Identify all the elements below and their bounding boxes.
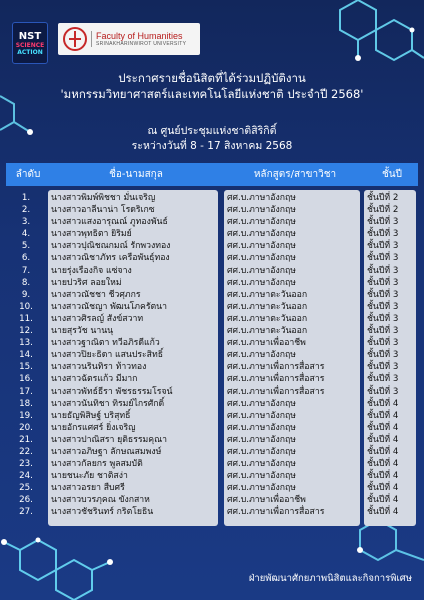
student-name: นางสาวแสงอารุณณ์ ภูทองพันธ์ [51, 217, 168, 228]
table-row [0, 446, 424, 458]
table-row [0, 482, 424, 494]
student-name: นางสาวนันทิชา ทิรมย์ไกรศักดิ์ [51, 398, 165, 409]
student-program: ศศ.บ.ภาษาอังกฤษ [227, 410, 296, 421]
student-program: ศศ.บ.ภาษาอังกฤษ [227, 459, 296, 470]
university-seal-icon [63, 27, 87, 51]
row-number: 3. [21, 217, 31, 228]
row-number: 27. [19, 507, 33, 518]
student-name: นางสาวฉัตรแก้ว มีมาก [51, 374, 138, 385]
student-name: นายปวริศ ลอยใหม่ [51, 277, 122, 288]
table-row [0, 228, 424, 240]
row-number: 1. [21, 193, 31, 203]
table-row [0, 289, 424, 301]
row-number: 8. [21, 277, 31, 288]
faculty-university: SRINAKHARINWIROT UNIVERSITY [96, 41, 187, 47]
table-row [0, 470, 424, 482]
table-row [0, 398, 424, 410]
student-year: ชั้นปีที่ 3 [367, 362, 399, 373]
student-program: ศศ.บ.ภาษาอังกฤษ [227, 265, 296, 276]
announcement-title: ประกาศรายชื่อนิสิตที่ได้ร่วมปฏิบัติงาน [118, 71, 306, 85]
student-year: ชั้นปีที่ 4 [367, 495, 399, 506]
student-year: ชั้นปีที่ 2 [367, 193, 399, 203]
student-name: นางสาวณัชญา พัฒนโภครัตนา [51, 301, 167, 312]
table-row [0, 277, 424, 289]
student-program: ศศ.บ.ภาษาเพื่อการสื่อสาร [227, 362, 325, 373]
student-name: นายธัญพิสิษฐ์ บริสุทธิ์ [51, 410, 131, 421]
table-row [0, 240, 424, 252]
table-row [0, 361, 424, 373]
student-program: ศศ.บ.ภาษาตะวันออก [227, 313, 308, 324]
row-number: 15. [19, 362, 33, 373]
row-number: 7. [21, 265, 31, 276]
student-year: ชั้นปีที่ 3 [367, 386, 399, 397]
student-program: ศศ.บ.ภาษาอังกฤษ [227, 277, 296, 288]
row-number: 2. [21, 205, 31, 216]
student-year: ชั้นปีที่ 4 [367, 459, 399, 470]
student-program: ศศ.บ.ภาษาตะวันออก [227, 326, 308, 337]
header-no: ลำดับ [15, 169, 41, 180]
student-year: ชั้นปีที่ 3 [367, 253, 399, 264]
table-row [0, 373, 424, 385]
student-name: นางสาวพุทธิตา ยิริมย์ [51, 229, 132, 240]
table-header [6, 163, 418, 186]
student-program: ศศ.บ.ภาษาอังกฤษ [227, 205, 296, 216]
event-venue: ณ ศูนย์ประชุมแห่งชาติสิริกิติ์ [147, 125, 277, 137]
table-row [0, 410, 424, 422]
student-name: นางสาวปิยะธิดา แสนประสิทธิ์ [51, 350, 163, 361]
student-program: ศศ.บ.ภาษาเพื่อการสื่อสาร [227, 386, 325, 397]
nst-logo-action: ACTION [17, 48, 43, 56]
student-program: ศศ.บ.ภาษาอังกฤษ [227, 471, 296, 482]
student-program: ศศ.บ.ภาษาอังกฤษ [227, 217, 296, 228]
student-name: นายสุรวัช นานนุ [51, 326, 114, 337]
student-list [0, 192, 424, 519]
student-year: ชั้นปีที่ 4 [367, 422, 399, 433]
row-number: 18. [19, 398, 33, 409]
student-name: นางสาวพัทธ์ธีรา พัชรธรรมโรจน์ [51, 386, 173, 397]
student-program: ศศ.บ.ภาษาตะวันออก [227, 289, 308, 300]
student-year: ชั้นปีที่ 4 [367, 483, 399, 494]
student-year: ชั้นปีที่ 2 [367, 205, 399, 216]
student-program: ศศ.บ.ภาษาอังกฤษ [227, 193, 296, 203]
header-name: ชื่อ-นามสกุล [109, 169, 163, 180]
faculty-name: Faculty of Humanities [96, 31, 183, 41]
row-number: 22. [19, 446, 33, 457]
student-program: ศศ.บ.ภาษาอังกฤษ [227, 422, 296, 433]
student-year: ชั้นปีที่ 4 [367, 398, 399, 409]
student-name: นางสาวอาลีนาน่า โรดริเกซ [51, 205, 155, 216]
student-name: นางสาวนรินทิรา ท้าวทอง [51, 362, 147, 373]
student-name: นางสาวอรยา สืบศรี [51, 483, 125, 494]
student-name: นางสาวศิรลญ์ สังข์สวาท [51, 313, 144, 324]
nst-logo-text: NST [18, 30, 42, 42]
student-name: นายอักรแศศร์ ยิ่งเจริญ [51, 422, 136, 433]
student-program: ศศ.บ.ภาษาเพื่ออาชีพ [227, 495, 306, 506]
student-year: ชั้นปีที่ 3 [367, 289, 399, 300]
student-program: ศศ.บ.ภาษาอังกฤษ [227, 253, 296, 264]
table-row [0, 252, 424, 264]
row-number: 17. [19, 386, 33, 397]
student-program: ศศ.บ.ภาษาอังกฤษ [227, 241, 296, 252]
row-number: 9. [21, 289, 31, 300]
student-year: ชั้นปีที่ 3 [367, 338, 399, 349]
table-row [0, 337, 424, 349]
student-name: นางสาวบวรภุคณ ขังกสาห [51, 495, 150, 506]
student-name: นางสาวปุณิชณกมณ์ รักพวงทอง [51, 241, 171, 252]
student-year: ชั้นปีที่ 3 [367, 301, 399, 312]
student-year: ชั้นปีที่ 3 [367, 265, 399, 276]
table-row [0, 265, 424, 277]
row-number: 12. [19, 326, 33, 337]
table-row [0, 313, 424, 325]
student-year: ชั้นปีที่ 3 [367, 277, 399, 288]
row-number: 13. [19, 338, 33, 349]
student-year: ชั้นปีที่ 4 [367, 410, 399, 421]
student-program: ศศ.บ.ภาษาอังกฤษ [227, 398, 296, 409]
row-number: 16. [19, 374, 33, 385]
student-program: ศศ.บ.ภาษาเพื่ออาชีพ [227, 338, 306, 349]
student-program: ศศ.บ.ภาษาอังกฤษ [227, 350, 296, 361]
row-number: 25. [19, 483, 33, 494]
student-year: ชั้นปีที่ 4 [367, 471, 399, 482]
row-number: 10. [19, 301, 33, 312]
student-name: นางสาวปาณิสรา ยุติธรรมคุณา [51, 434, 168, 445]
row-number: 4. [21, 229, 31, 240]
row-number: 21. [19, 434, 33, 445]
student-name: นายชนะภัย ชาติสง่า [51, 471, 128, 482]
row-number: 5. [21, 241, 31, 252]
table-row [0, 434, 424, 446]
student-year: ชั้นปีที่ 4 [367, 507, 399, 518]
header-program: หลักสูตร/สาขาวิชา [253, 169, 337, 180]
student-name: นางสาวชัชรินทร์ กริตโยธิน [51, 507, 154, 518]
table-row [0, 349, 424, 361]
row-number: 24. [19, 471, 33, 482]
student-name: นางสาวอภิษฐา ลักษณสมพงษ์ [51, 446, 162, 457]
student-year: ชั้นปีที่ 3 [367, 217, 399, 228]
table-row [0, 325, 424, 337]
table-row [0, 216, 424, 228]
table-row [0, 458, 424, 470]
header-year: ชั้นปี [382, 169, 402, 180]
event-dates: ระหว่างวันที่ 8 - 17 สิงหาคม 2568 [131, 140, 293, 152]
student-year: ชั้นปีที่ 3 [367, 313, 399, 324]
student-year: ชั้นปีที่ 4 [367, 446, 399, 457]
student-program: ศศ.บ.ภาษาอังกฤษ [227, 446, 296, 457]
table-row [0, 204, 424, 216]
table-row [0, 192, 424, 204]
table-row [0, 494, 424, 506]
table-row [0, 422, 424, 434]
student-year: ชั้นปีที่ 3 [367, 326, 399, 337]
table-row [0, 506, 424, 518]
table-row [0, 301, 424, 313]
row-number: 11. [19, 313, 33, 324]
student-name: นางสาวณิชาภัทร เครือพันธุ์ทอง [51, 253, 170, 264]
student-program: ศศ.บ.ภาษาอังกฤษ [227, 229, 296, 240]
student-name: นางสาวกัลยกร พูลสมบัติ [51, 459, 143, 470]
student-name: นางสาวณัชชา ชีวศุภกร [51, 289, 141, 300]
faculty-logo [58, 23, 200, 55]
student-program: ศศ.บ.ภาษาเพื่อการสื่อสาร [227, 507, 325, 518]
student-year: ชั้นปีที่ 4 [367, 434, 399, 445]
nst-logo-science: SCIENCE [15, 41, 45, 49]
student-name: นางสาวฐาณิตา ทวีอภิรดีแก้ว [51, 338, 160, 349]
student-program: ศศ.บ.ภาษาตะวันออก [227, 301, 308, 312]
footer-department: ฝ่ายพัฒนาศักยภาพนิสิตและกิจการพิเศษ [248, 573, 412, 584]
student-year: ชั้นปีที่ 3 [367, 350, 399, 361]
row-number: 19. [19, 410, 33, 421]
student-year: ชั้นปีที่ 3 [367, 229, 399, 240]
student-name: นางสาวพิมพ์พิชชา มั่นเจริญ [51, 193, 156, 203]
nst-logo [12, 22, 48, 64]
event-name: 'มหกรรมวิทยาศาสตร์และเทคโนโลยีแห่งชาติ ประจำปี 2568' [60, 87, 364, 101]
student-program: ศศ.บ.ภาษาเพื่อการสื่อสาร [227, 374, 325, 385]
row-number: 26. [19, 495, 33, 506]
student-name: นายรุ่งเรืองกิจ แซ่จาง [51, 265, 132, 276]
row-number: 20. [19, 422, 33, 433]
table-row [0, 386, 424, 398]
row-number: 14. [19, 350, 33, 361]
row-number: 23. [19, 459, 33, 470]
molecule-decoration-bottom-left [0, 520, 120, 600]
student-year: ชั้นปีที่ 3 [367, 241, 399, 252]
row-number: 6. [21, 253, 31, 264]
student-program: ศศ.บ.ภาษาอังกฤษ [227, 483, 296, 494]
student-year: ชั้นปีที่ 3 [367, 374, 399, 385]
student-program: ศศ.บ.ภาษาอังกฤษ [227, 434, 296, 445]
